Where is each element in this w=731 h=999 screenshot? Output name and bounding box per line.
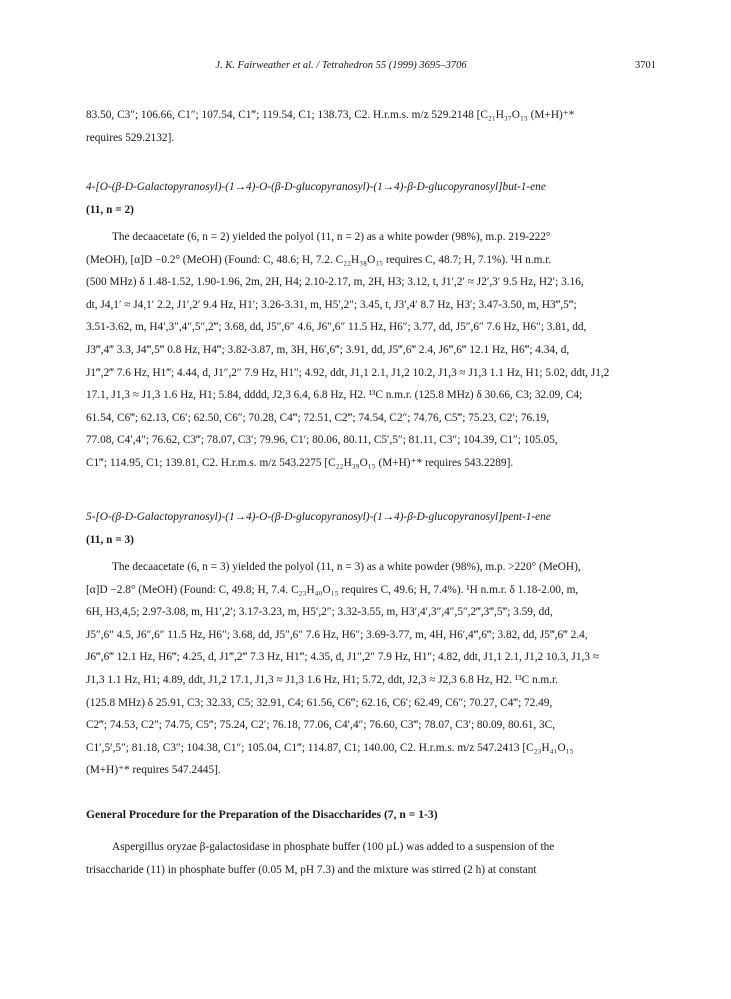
text-line: C1′,5′,5″; 81.18, C3″; 104.38, C1″; 105.04, C1‴; 114.87, C1; 140.00, C2. H.r.m.s. m/z 547.2413 [C₂₃H₄₁O₁₅ xyxy=(86,741,574,754)
text-line: (M+H)⁺* requires 547.2445]. xyxy=(86,764,221,777)
compound-1-description xyxy=(86,226,656,475)
text-line: (500 MHz) δ 1.48-1.52, 1.90-1.96, 2m, 2H, H4; 2.10-2.17, m, 2H, H3; 3.12, t, J1′,2′ ≈ J2′,3′ 9.5 Hz, H2′; 3.16, xyxy=(86,276,584,289)
running-title: J. K. Fairweather et al. / Tetrahedron 55 (1999) 3695–3706 xyxy=(215,60,467,71)
text-line: 17.1, J1,3 ≈ J1,3 1.6 Hz, H1; 5.84, dddd, J2,3 6.4, 6.8 Hz, H2. ¹³C n.m.r. (125.8 MHz) δ 30.66, C3; 32.09, C4; xyxy=(86,389,583,402)
text-line: C2‴; 74.53, C2″; 74.75, C5‴; 75.24, C2′; 76.18, 77.06, C4′,4″; 76.60, C3‴; 78.07, C3′; 80.09, 80.61, 3C, xyxy=(86,719,556,732)
text-line: The decaacetate (6, n = 3) yielded the polyol (11, n = 3) as a white powder (98%), m.p. >220° (MeOH), xyxy=(112,561,581,573)
text-line: (MeOH), [α]D −0.2° (MeOH) (Found: C, 48.6; H, 7.2. C₂₂H₃₈O₁₅ requires C, 48.7; H, 7.1%). ¹H n.m.r. xyxy=(86,253,552,266)
text-line: C1‴; 114.95, C1; 139.81, C2. H.r.m.s. m/z 543.2275 [C₂₂H₃₉O₁₅ (M+H)⁺* requires 543.2289]. xyxy=(86,456,514,469)
section-heading: General Procedure for the Preparation of the Disaccharides (7, n = 1-3) xyxy=(86,808,438,821)
compound-name: 5-[O-(β-D-Galactopyranosyl)-(1→4)-O-(β-D-glucopyranosyl)-(1→4)-β-D-glucopyranosyl]pent-1-ene xyxy=(86,511,551,523)
text-line: requires 529.2132]. xyxy=(86,131,175,144)
text-line: 61.54, C6‴; 62.13, C6′; 62.50, C6″; 70.28, C4‴; 72.51, C2‴; 74.54, C2″; 74.76, C5‴; 75.23, C2′; 76.19, xyxy=(86,411,550,424)
running-header xyxy=(86,60,656,76)
text-line: 83.50, C3″; 106.66, C1″; 107.54, C1‴; 119.54, C1; 138.73, C2. H.r.m.s. m/z 529.2148 [C₂₁H₃₇O₁₅ (M+H)⁺* xyxy=(86,109,575,121)
compound-2-description xyxy=(86,556,656,782)
section-paragraph xyxy=(86,836,656,881)
text-line: The decaacetate (6, n = 2) yielded the polyol (11, n = 2) as a white powder (98%), m.p. 219-222° xyxy=(112,231,551,243)
text-line: [α]D −2.8° (MeOH) (Found: C, 49.8; H, 7.4. C₂₃H₄₀O₁₅ requires C, 49.6; H, 7.4%). ¹H n.m.r. δ 1.18-2.00, m, xyxy=(86,583,579,596)
compound-label: (11, n = 3) xyxy=(86,533,134,546)
text-line: J6‴,6‴ 12.1 Hz, H6‴; 4.25, d, J1‴,2‴ 7.3 Hz, H1‴; 4.35, d, J1″,2″ 7.9 Hz, H1″; 4.82, ddt, J1,1 2.1, J1,2 10.3, J1,3 ≈ xyxy=(86,651,599,664)
text-line: Aspergillus oryzae β-galactosidase in phosphate buffer (100 µL) was added to a suspension of the xyxy=(112,841,555,853)
text-line: (125.8 MHz) δ 25.91, C3; 32.33, C5; 32.91, C4; 61.56, C6‴; 62.16, C6′; 62.49, C6″; 70.27, C4‴; 72.49, xyxy=(86,696,553,709)
compound-name: 4-[O-(β-D-Galactopyranosyl)-(1→4)-O-(β-D-glucopyranosyl)-(1→4)-β-D-glucopyranosyl]but-1-ene xyxy=(86,181,546,193)
compound-title-2 xyxy=(86,506,656,551)
compound-label: (11, n = 2) xyxy=(86,203,134,216)
text-line: J1,3 1.1 Hz, H1; 4.89, ddt, J1,2 17.1, J1,3 ≈ J1,3 1.6 Hz, H1; 5.72, ddt, J2,3 ≈ J2,3 6.8 Hz, H2. ¹³C n.m.r. xyxy=(86,673,558,686)
text-line: 6H, H3,4,5; 2.97-3.08, m, H1′,2′; 3.17-3.23, m, H5′,2″; 3.32-3.55, m, H3′,4′,3″,4″,5″,2‴,3‴,5‴; 3.59, dd, xyxy=(86,606,553,619)
text-line: 77.08, C4′,4″; 76.62, C3‴; 78.07, C3′; 79.96, C1′; 80.06, 80.11, C5′,5″; 81.11, C3″; 104.39, C1″; 105.05, xyxy=(86,434,558,447)
compound-title-1 xyxy=(86,176,656,221)
text-line: 3.51-3.62, m, H4′,3″,4″,5″,2‴; 3.68, dd, J5″,6″ 4.6, J6″,6″ 11.5 Hz, H6″; 3.77, dd, J5″,6″ 7.6 Hz, H6″; 3.81, dd, xyxy=(86,321,587,334)
page-number: 3701 xyxy=(635,60,656,71)
text-line: trisaccharide (11) in phosphate buffer (0.05 M, pH 7.3) and the mixture was stirred (2 h) at constant xyxy=(86,863,537,876)
text-line: dt, J4,1′ ≈ J4,1′ 2.2, J1′,2′ 9.4 Hz, H1′; 3.26-3.31, m, H5′,2″; 3.45, t, J3′,4′ 8.7 Hz, H3′; 3.47-3.50, m, H3‴,5‴; xyxy=(86,298,577,311)
text-line: J1‴,2‴ 7.6 Hz, H1‴; 4.44, d, J1″,2″ 7.9 Hz, H1″; 4.92, ddt, J1,1 2.1, J1,2 10.2, J1,3 ≈ J1,3 1.1 Hz, H1; 5.02, ddt, J1,2 xyxy=(86,366,610,379)
text-line: J5″,6″ 4.5, J6″,6″ 11.5 Hz, H6″; 3.68, dd, J5″,6″ 7.6 Hz, H6″; 3.69-3.77, m, 4H, H6′,4‴,6‴; 3.82, dd, J5‴,6‴ 2.4, xyxy=(86,628,588,641)
text-line: J3‴,4‴ 3.3, J4‴,5‴ 0.8 Hz, H4‴; 3.82-3.87, m, 3H, H6′,6‴; 3.91, dd, J5‴,6‴ 2.4, J6‴,6‴ 12.1 Hz, H6‴; 4.34, d, xyxy=(86,343,570,356)
top-paragraph xyxy=(86,104,656,149)
